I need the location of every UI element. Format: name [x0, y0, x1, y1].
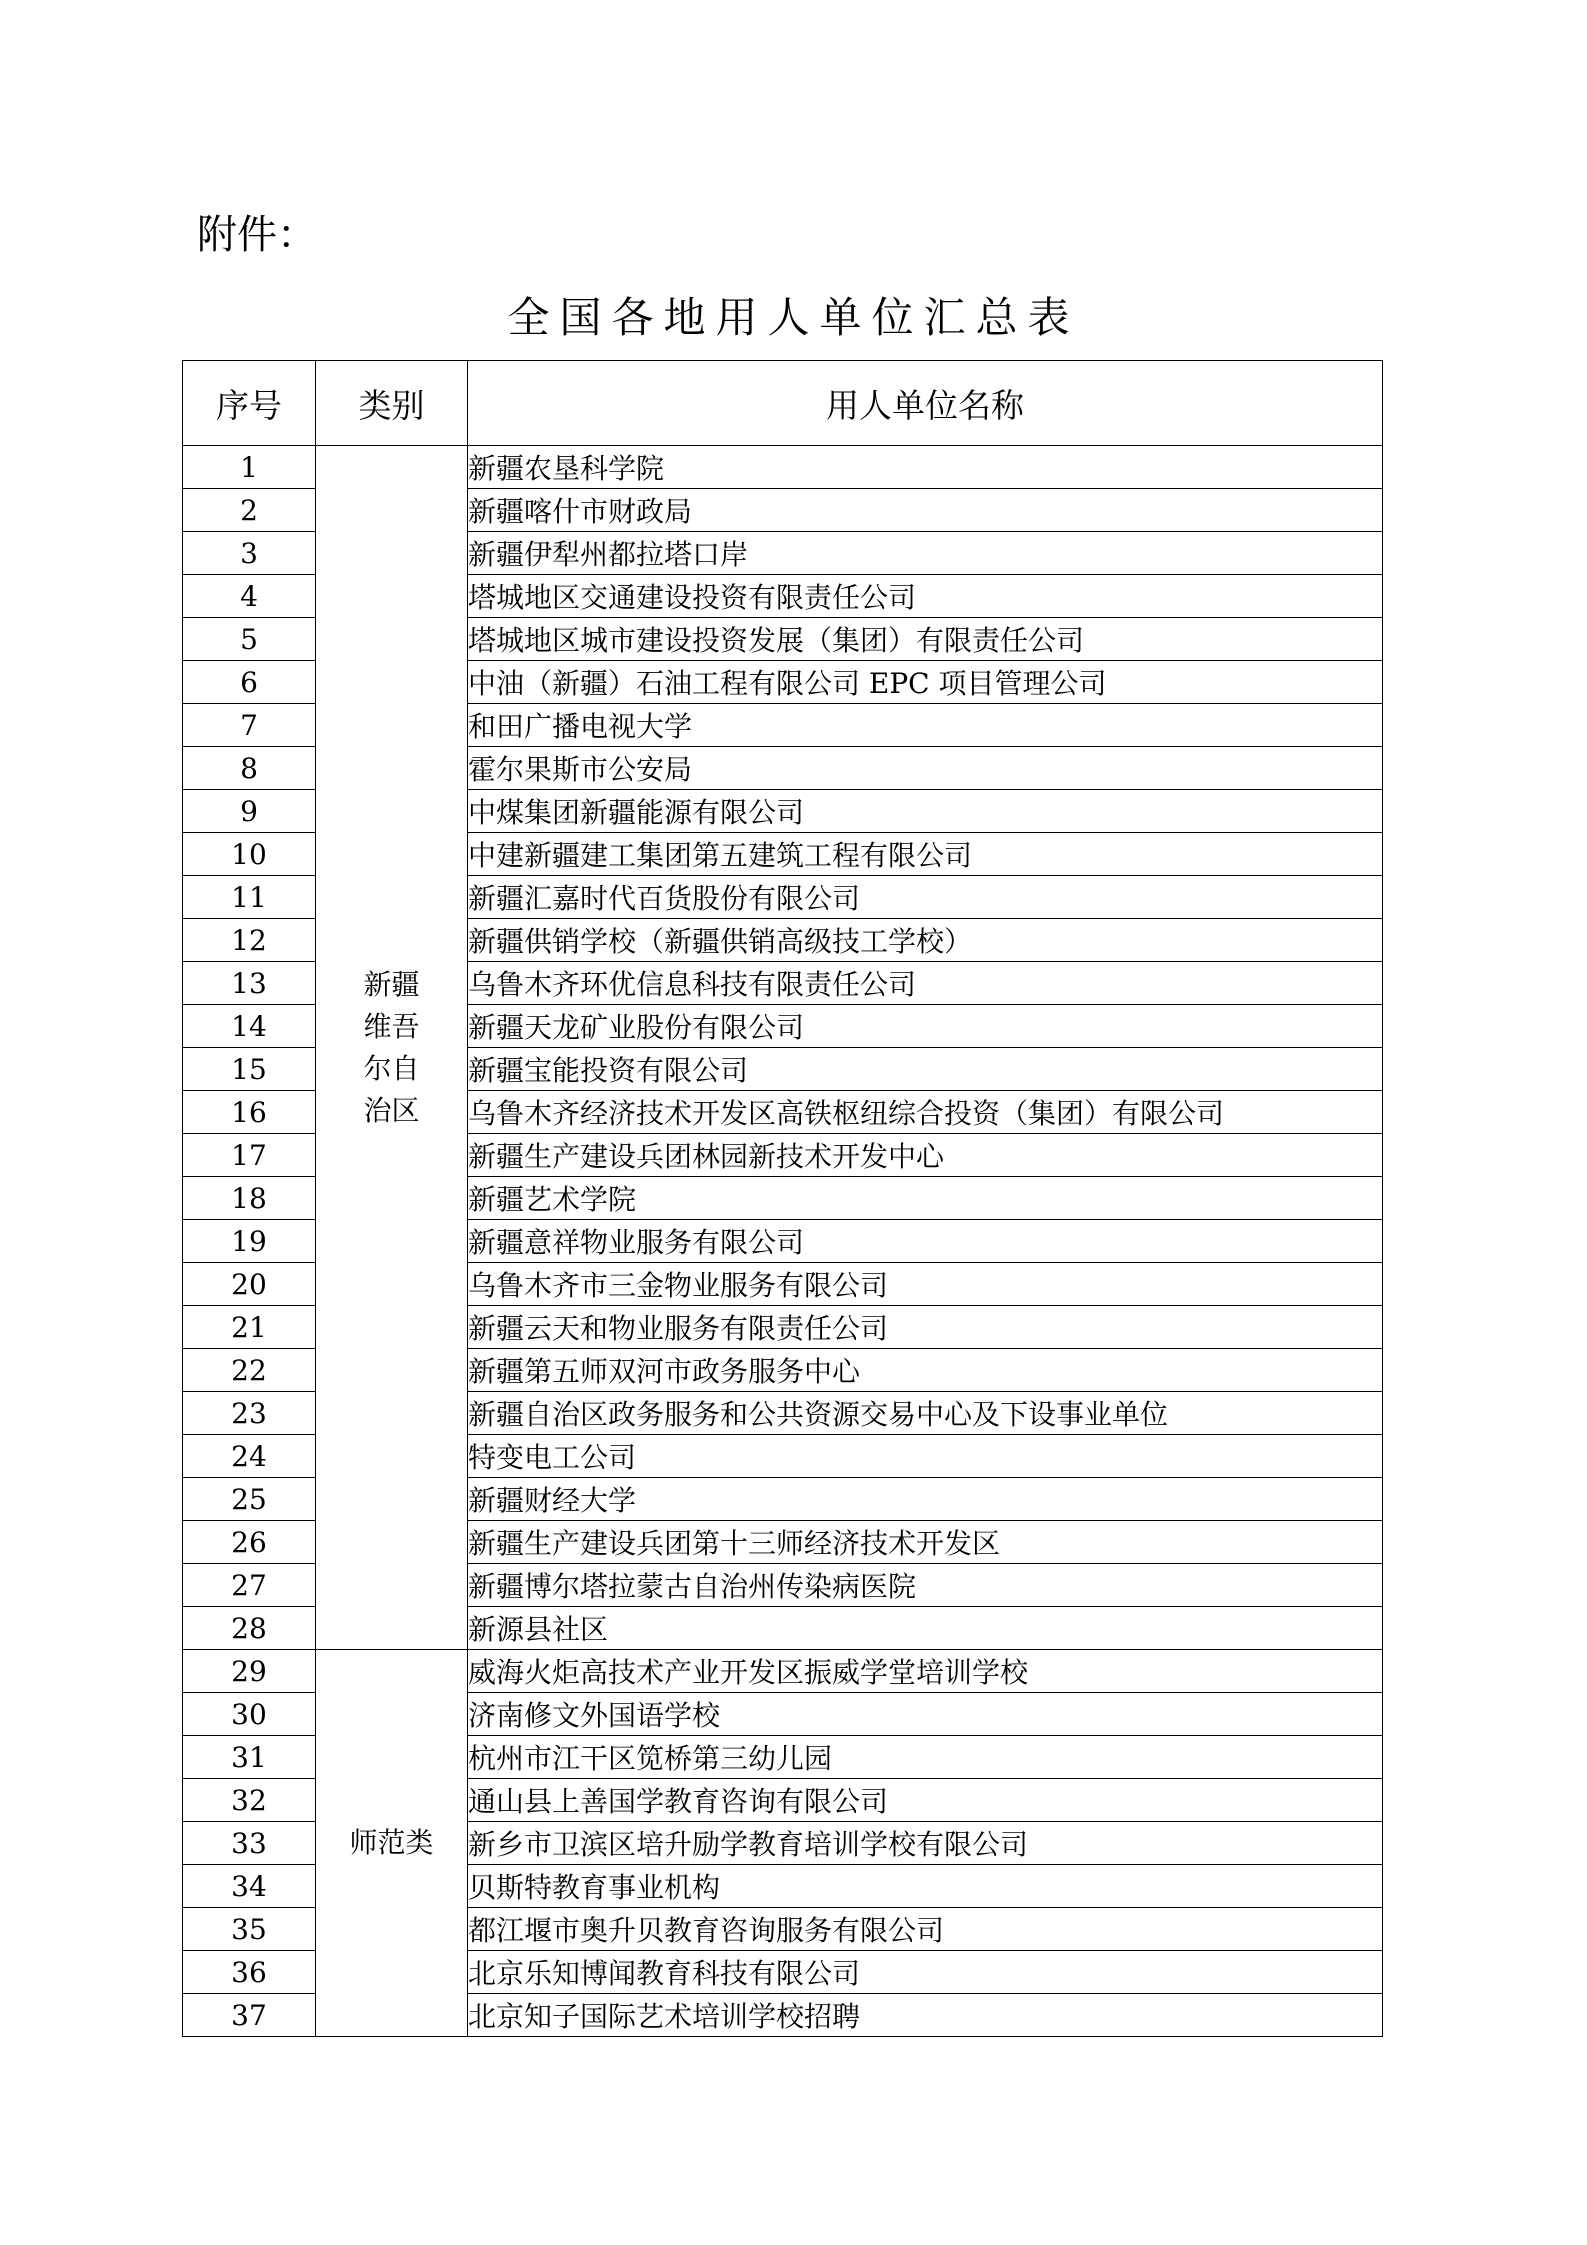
employer-name: 新疆生产建设兵团第十三师经济技术开发区	[468, 1521, 1383, 1564]
category-label: 师范类	[349, 1826, 434, 1859]
employer-name: 杭州市江干区笕桥第三幼儿园	[468, 1736, 1383, 1779]
employer-name: 塔城地区交通建设投资有限责任公司	[468, 575, 1383, 618]
employer-name: 通山县上善国学教育咨询有限公司	[468, 1779, 1383, 1822]
row-number: 21	[183, 1306, 316, 1349]
row-number: 2	[183, 489, 316, 532]
employer-name: 中油（新疆）石油工程有限公司 EPC 项目管理公司	[468, 661, 1383, 704]
row-number: 9	[183, 790, 316, 833]
document-title: 全国各地用人单位汇总表	[507, 293, 1080, 342]
row-number: 8	[183, 747, 316, 790]
row-number: 13	[183, 962, 316, 1005]
table-header-row	[183, 361, 1383, 446]
row-number: 27	[183, 1564, 316, 1607]
employer-summary-table	[182, 360, 1383, 2037]
employer-name: 新疆天龙矿业股份有限公司	[468, 1005, 1383, 1048]
category-label: 新疆维吾尔自治区	[363, 967, 420, 1127]
table-body	[183, 446, 1383, 2037]
row-number: 24	[183, 1435, 316, 1478]
row-number: 25	[183, 1478, 316, 1521]
header-no: 序号	[183, 361, 316, 446]
employer-name: 中煤集团新疆能源有限公司	[468, 790, 1383, 833]
row-number: 7	[183, 704, 316, 747]
row-number: 29	[183, 1650, 316, 1693]
employer-name: 中建新疆建工集团第五建筑工程有限公司	[468, 833, 1383, 876]
row-number: 33	[183, 1822, 316, 1865]
row-number: 30	[183, 1693, 316, 1736]
header-category: 类别	[316, 361, 468, 446]
employer-name: 新疆供销学校（新疆供销高级技工学校）	[468, 919, 1383, 962]
row-number: 6	[183, 661, 316, 704]
employer-name: 乌鲁木齐环优信息科技有限责任公司	[468, 962, 1383, 1005]
attachment-label: 附件：	[197, 212, 317, 258]
row-number: 36	[183, 1951, 316, 1994]
row-number: 5	[183, 618, 316, 661]
row-number: 20	[183, 1263, 316, 1306]
row-number: 28	[183, 1607, 316, 1650]
row-number: 26	[183, 1521, 316, 1564]
employer-name: 威海火炬高技术产业开发区振威学堂培训学校	[468, 1650, 1383, 1693]
employer-name: 济南修文外国语学校	[468, 1693, 1383, 1736]
row-number: 31	[183, 1736, 316, 1779]
employer-name: 贝斯特教育事业机构	[468, 1865, 1383, 1908]
employer-name: 新疆艺术学院	[468, 1177, 1383, 1220]
employer-name: 新疆自治区政务服务和公共资源交易中心及下设事业单位	[468, 1392, 1383, 1435]
header-name: 用人单位名称	[468, 361, 1383, 446]
employer-name: 新疆财经大学	[468, 1478, 1383, 1521]
row-number: 17	[183, 1134, 316, 1177]
row-number: 15	[183, 1048, 316, 1091]
employer-name: 和田广播电视大学	[468, 704, 1383, 747]
employer-name: 新疆农垦科学院	[468, 446, 1383, 489]
row-number: 1	[183, 446, 316, 489]
employer-name: 特变电工公司	[468, 1435, 1383, 1478]
employer-name: 新疆意祥物业服务有限公司	[468, 1220, 1383, 1263]
employer-name: 北京乐知博闻教育科技有限公司	[468, 1951, 1383, 1994]
employer-name: 新疆伊犁州都拉塔口岸	[468, 532, 1383, 575]
row-number: 32	[183, 1779, 316, 1822]
row-number: 37	[183, 1994, 316, 2037]
employer-name: 新疆第五师双河市政务服务中心	[468, 1349, 1383, 1392]
employer-name: 新疆宝能投资有限公司	[468, 1048, 1383, 1091]
row-number: 16	[183, 1091, 316, 1134]
employer-name: 乌鲁木齐市三金物业服务有限公司	[468, 1263, 1383, 1306]
employer-name: 新源县社区	[468, 1607, 1383, 1650]
category-cell	[316, 446, 468, 1650]
employer-name: 新疆汇嘉时代百货股份有限公司	[468, 876, 1383, 919]
employer-name: 新疆云天和物业服务有限责任公司	[468, 1306, 1383, 1349]
row-number: 34	[183, 1865, 316, 1908]
row-number: 23	[183, 1392, 316, 1435]
employer-name: 乌鲁木齐经济技术开发区高铁枢纽综合投资（集团）有限公司	[468, 1091, 1383, 1134]
row-number: 22	[183, 1349, 316, 1392]
employer-name: 新疆博尔塔拉蒙古自治州传染病医院	[468, 1564, 1383, 1607]
employer-name: 都江堰市奥升贝教育咨询服务有限公司	[468, 1908, 1383, 1951]
row-number: 11	[183, 876, 316, 919]
table-row	[183, 446, 1383, 489]
row-number: 35	[183, 1908, 316, 1951]
row-number: 10	[183, 833, 316, 876]
row-number: 18	[183, 1177, 316, 1220]
employer-name: 新疆生产建设兵团林园新技术开发中心	[468, 1134, 1383, 1177]
row-number: 4	[183, 575, 316, 618]
employer-name: 塔城地区城市建设投资发展（集团）有限责任公司	[468, 618, 1383, 661]
row-number: 12	[183, 919, 316, 962]
employer-name: 霍尔果斯市公安局	[468, 747, 1383, 790]
row-number: 14	[183, 1005, 316, 1048]
employer-name: 北京知子国际艺术培训学校招聘	[468, 1994, 1383, 2037]
category-cell	[316, 1650, 468, 2037]
employer-name: 新乡市卫滨区培升励学教育培训学校有限公司	[468, 1822, 1383, 1865]
table-row	[183, 1650, 1383, 1693]
employer-name: 新疆喀什市财政局	[468, 489, 1383, 532]
row-number: 19	[183, 1220, 316, 1263]
row-number: 3	[183, 532, 316, 575]
